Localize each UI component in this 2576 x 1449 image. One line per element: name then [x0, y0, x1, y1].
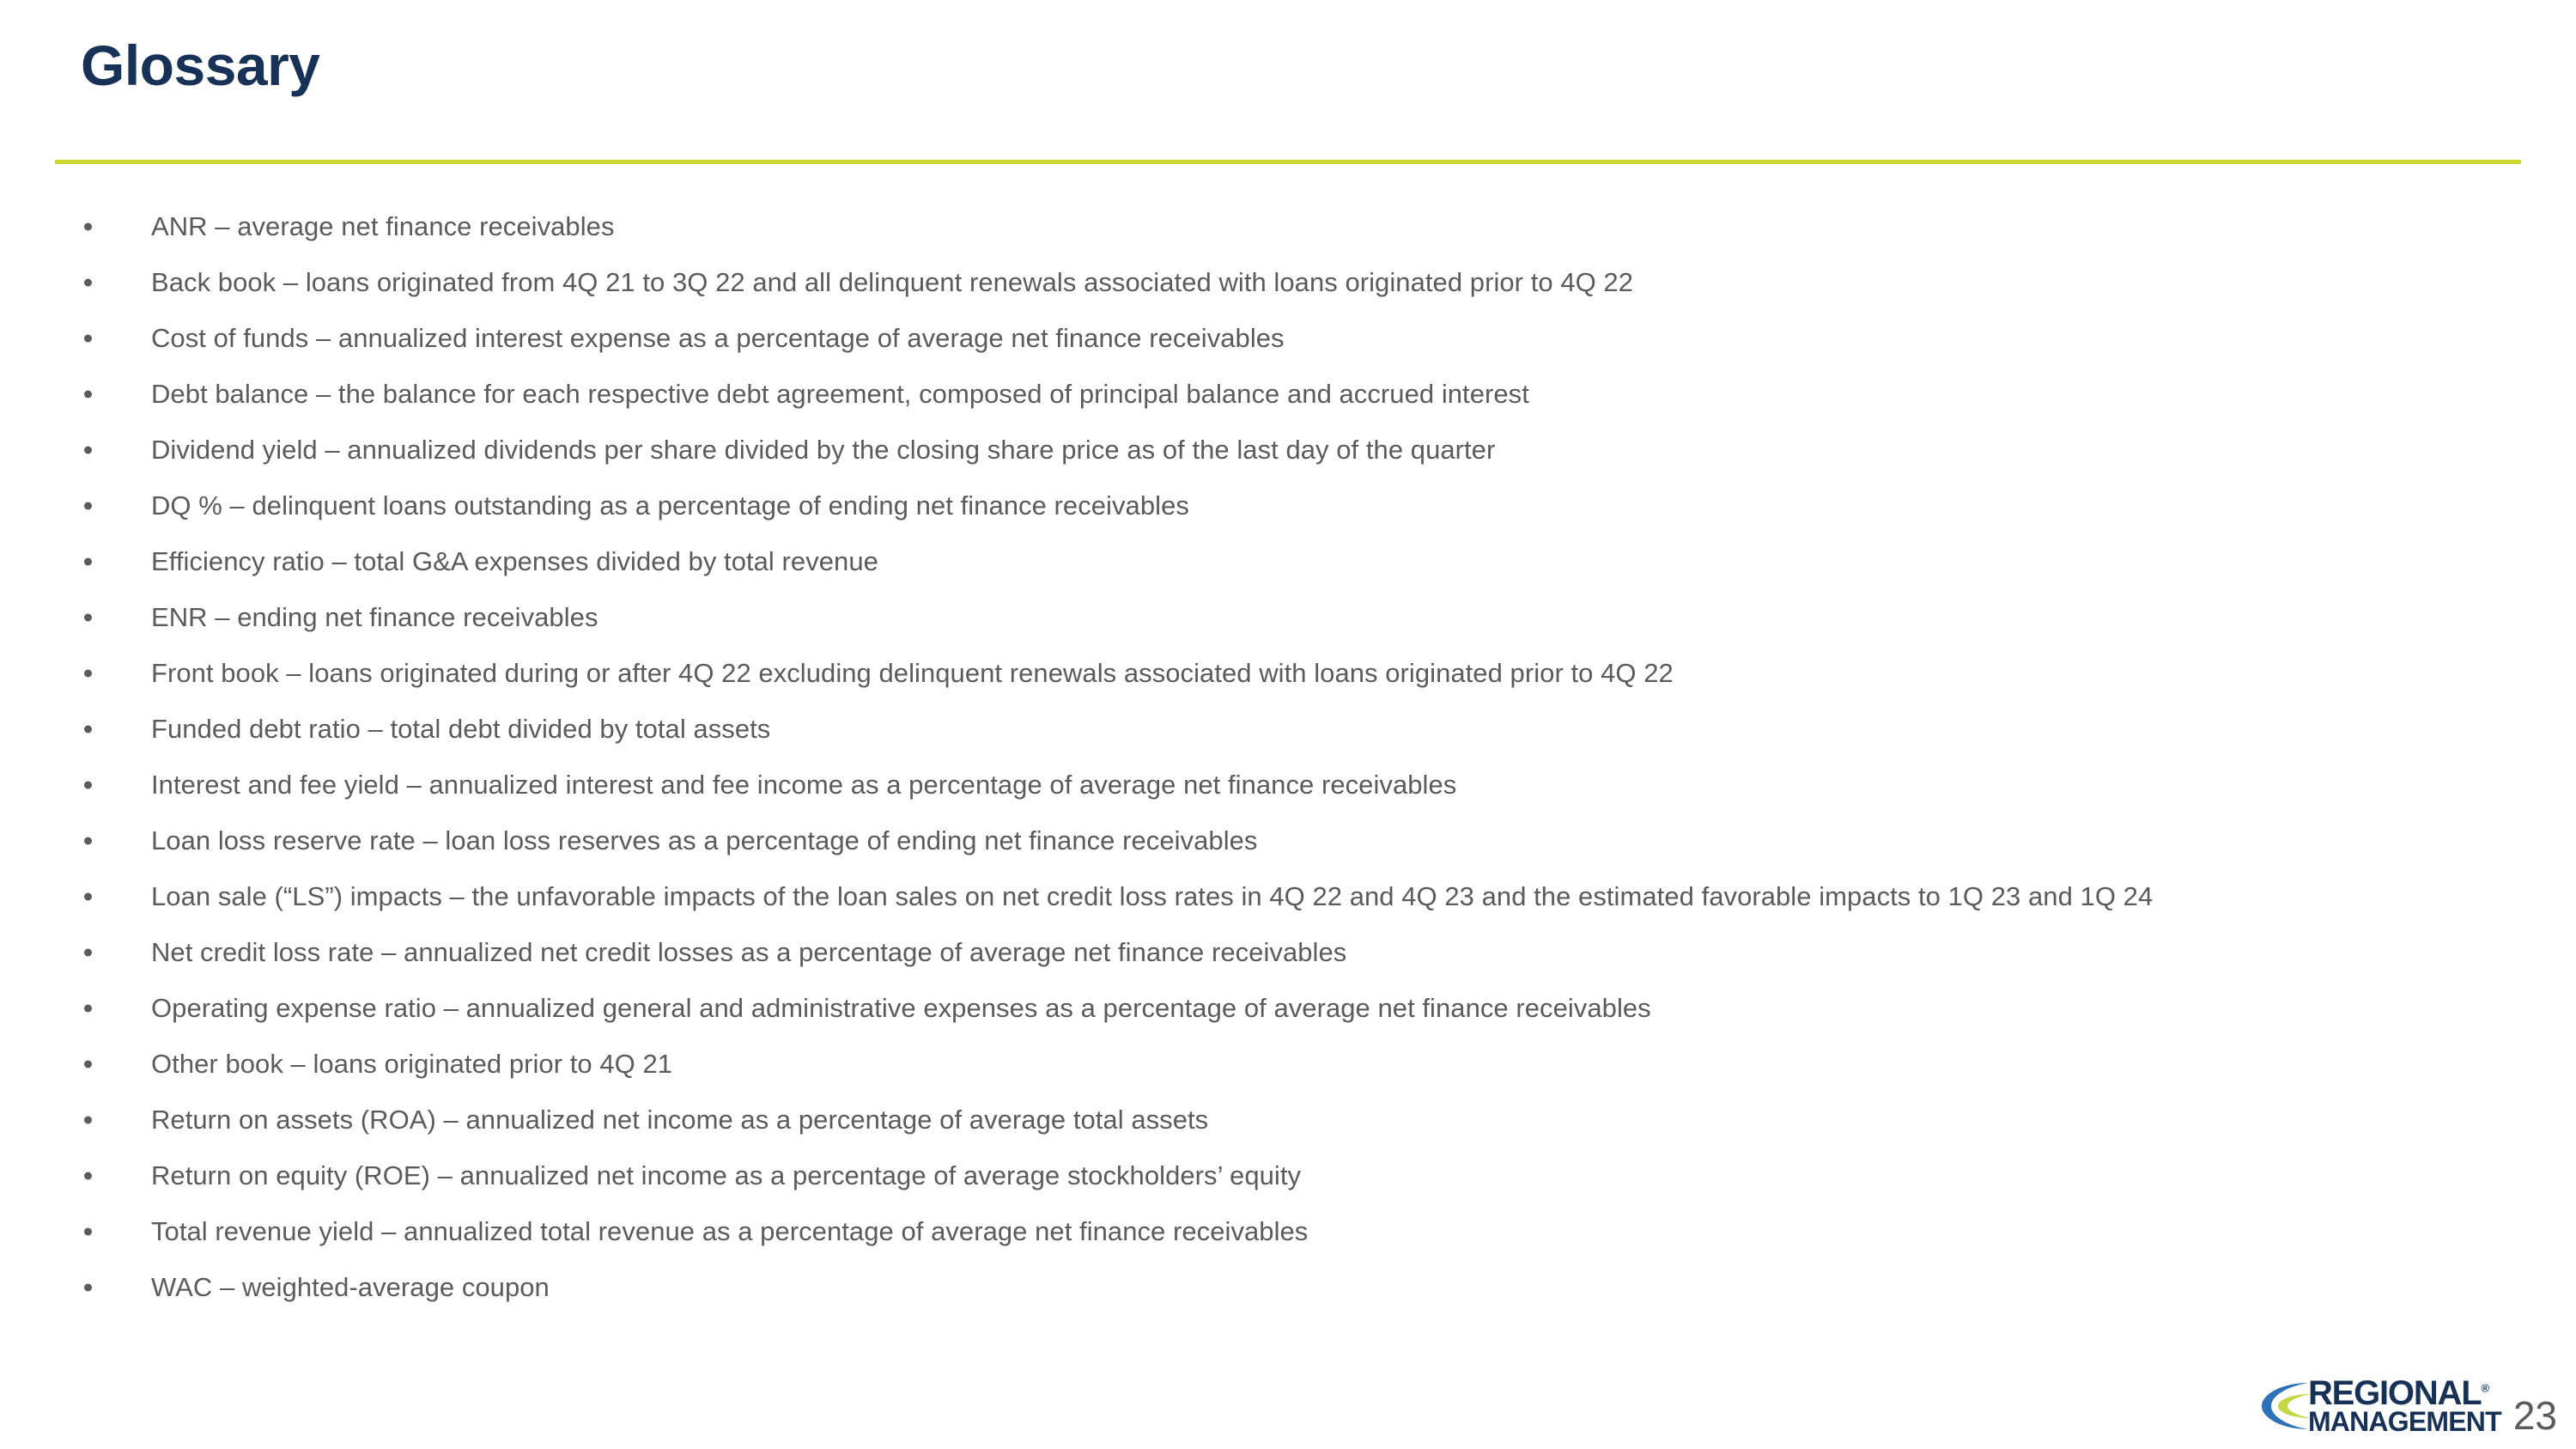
glossary-item-text: Interest and fee yield – annualized interest and fee income as a percentage of average net finance receivables [151, 769, 1457, 800]
glossary-item-text: ANR – average net finance receivables [151, 210, 615, 241]
glossary-item [0, 366, 2576, 422]
bullet-icon [84, 669, 92, 677]
glossary-item [0, 198, 2576, 254]
bullet-icon [84, 1172, 92, 1179]
glossary-item [0, 645, 2576, 701]
glossary-item-text: Back book – loans originated from 4Q 21 to 3Q 22 and all delinquent renewals associated with loans originated prior to 4Q 22 [151, 266, 1634, 297]
glossary-item-text: Return on equity (ROE) – annualized net income as a percentage of average stockholders’ equity [151, 1160, 1302, 1190]
glossary-item-text: Funded debt ratio – total debt divided by total assets [151, 713, 771, 744]
bullet-icon [84, 725, 92, 733]
logo-line-regional [2307, 1373, 2501, 1412]
glossary-item [0, 701, 2576, 757]
bullet-icon [84, 557, 92, 565]
glossary-item-text: WAC – weighted-average coupon [151, 1271, 550, 1302]
glossary-item [0, 757, 2576, 813]
glossary-item-text: ENR – ending net finance receivables [151, 601, 598, 632]
logo-text-regional: REGIONAL [2307, 1373, 2482, 1412]
logo-line-management: MANAGEMENT [2307, 1405, 2501, 1437]
glossary-item [0, 478, 2576, 533]
glossary-item [0, 1036, 2576, 1092]
bullet-icon [84, 1004, 92, 1012]
glossary-item [0, 310, 2576, 366]
glossary-item-text: Other book – loans originated prior to 4Q 21 [151, 1048, 673, 1079]
logo-wordmark [2307, 1373, 2501, 1437]
logo-swoosh-icon [2257, 1379, 2313, 1433]
bullet-icon [84, 1283, 92, 1291]
glossary-item [0, 1259, 2576, 1315]
glossary-item-text: Cost of funds – annualized interest expense as a percentage of average net finance receivables [151, 322, 1285, 353]
glossary-item-text: Debt balance – the balance for each respective debt agreement, composed of principal balance and accrued interest [151, 378, 1529, 409]
bullet-icon [84, 446, 92, 454]
bullet-icon [84, 613, 92, 621]
glossary-item-text: DQ % – delinquent loans outstanding as a percentage of ending net finance receivables [151, 490, 1189, 521]
glossary-item [0, 589, 2576, 645]
glossary-item-text: Efficiency ratio – total G&A expenses divided by total revenue [151, 545, 878, 576]
bullet-icon [84, 334, 92, 342]
glossary-item-text: Net credit loss rate – annualized net credit losses as a percentage of average net finance receivables [151, 936, 1347, 967]
glossary-item [0, 813, 2576, 868]
registered-trademark-icon: ® [2481, 1381, 2490, 1395]
glossary-item [0, 422, 2576, 478]
bullet-icon [84, 781, 92, 788]
glossary-list [0, 198, 2576, 1315]
glossary-item [0, 254, 2576, 310]
page-title: Glossary [81, 33, 320, 97]
glossary-item-text: Loan sale (“LS”) impacts – the unfavorable impacts of the loan sales on net credit loss rates in 4Q 22 and 4Q 23 and the estimated favorable impacts to 1Q 23 and 1Q 24 [151, 880, 2154, 911]
glossary-item [0, 1148, 2576, 1203]
bullet-icon [84, 837, 92, 844]
bullet-icon [84, 892, 92, 900]
bullet-icon [84, 502, 92, 509]
slide-footer [2257, 1375, 2557, 1437]
glossary-item [0, 924, 2576, 980]
regional-management-logo [2257, 1375, 2501, 1437]
bullet-icon [84, 1060, 92, 1068]
title-divider [55, 160, 2521, 164]
glossary-item [0, 1203, 2576, 1259]
bullet-icon [84, 390, 92, 398]
glossary-item [0, 1092, 2576, 1148]
glossary-item-text: Dividend yield – annualized dividends per share divided by the closing share price as of the last day of the quarter [151, 434, 1496, 465]
glossary-item-text: Total revenue yield – annualized total revenue as a percentage of average net finance receivables [151, 1215, 1309, 1246]
glossary-item-text: Loan loss reserve rate – loan loss reserves as a percentage of ending net finance receivables [151, 825, 1258, 855]
page-number: 23 [2512, 1393, 2557, 1438]
glossary-item [0, 980, 2576, 1036]
glossary-item-text: Operating expense ratio – annualized general and administrative expenses as a percentage of average net finance receivables [151, 992, 1651, 1023]
glossary-item [0, 868, 2576, 924]
bullet-icon [84, 222, 92, 230]
bullet-icon [84, 278, 92, 286]
bullet-icon [84, 948, 92, 956]
glossary-item-text: Front book – loans originated during or after 4Q 22 excluding delinquent renewals associated with loans originated prior to 4Q 22 [151, 657, 1674, 688]
glossary-item [0, 533, 2576, 589]
bullet-icon [84, 1116, 92, 1123]
glossary-item-text: Return on assets (ROA) – annualized net income as a percentage of average total assets [151, 1104, 1209, 1135]
bullet-icon [84, 1227, 92, 1235]
